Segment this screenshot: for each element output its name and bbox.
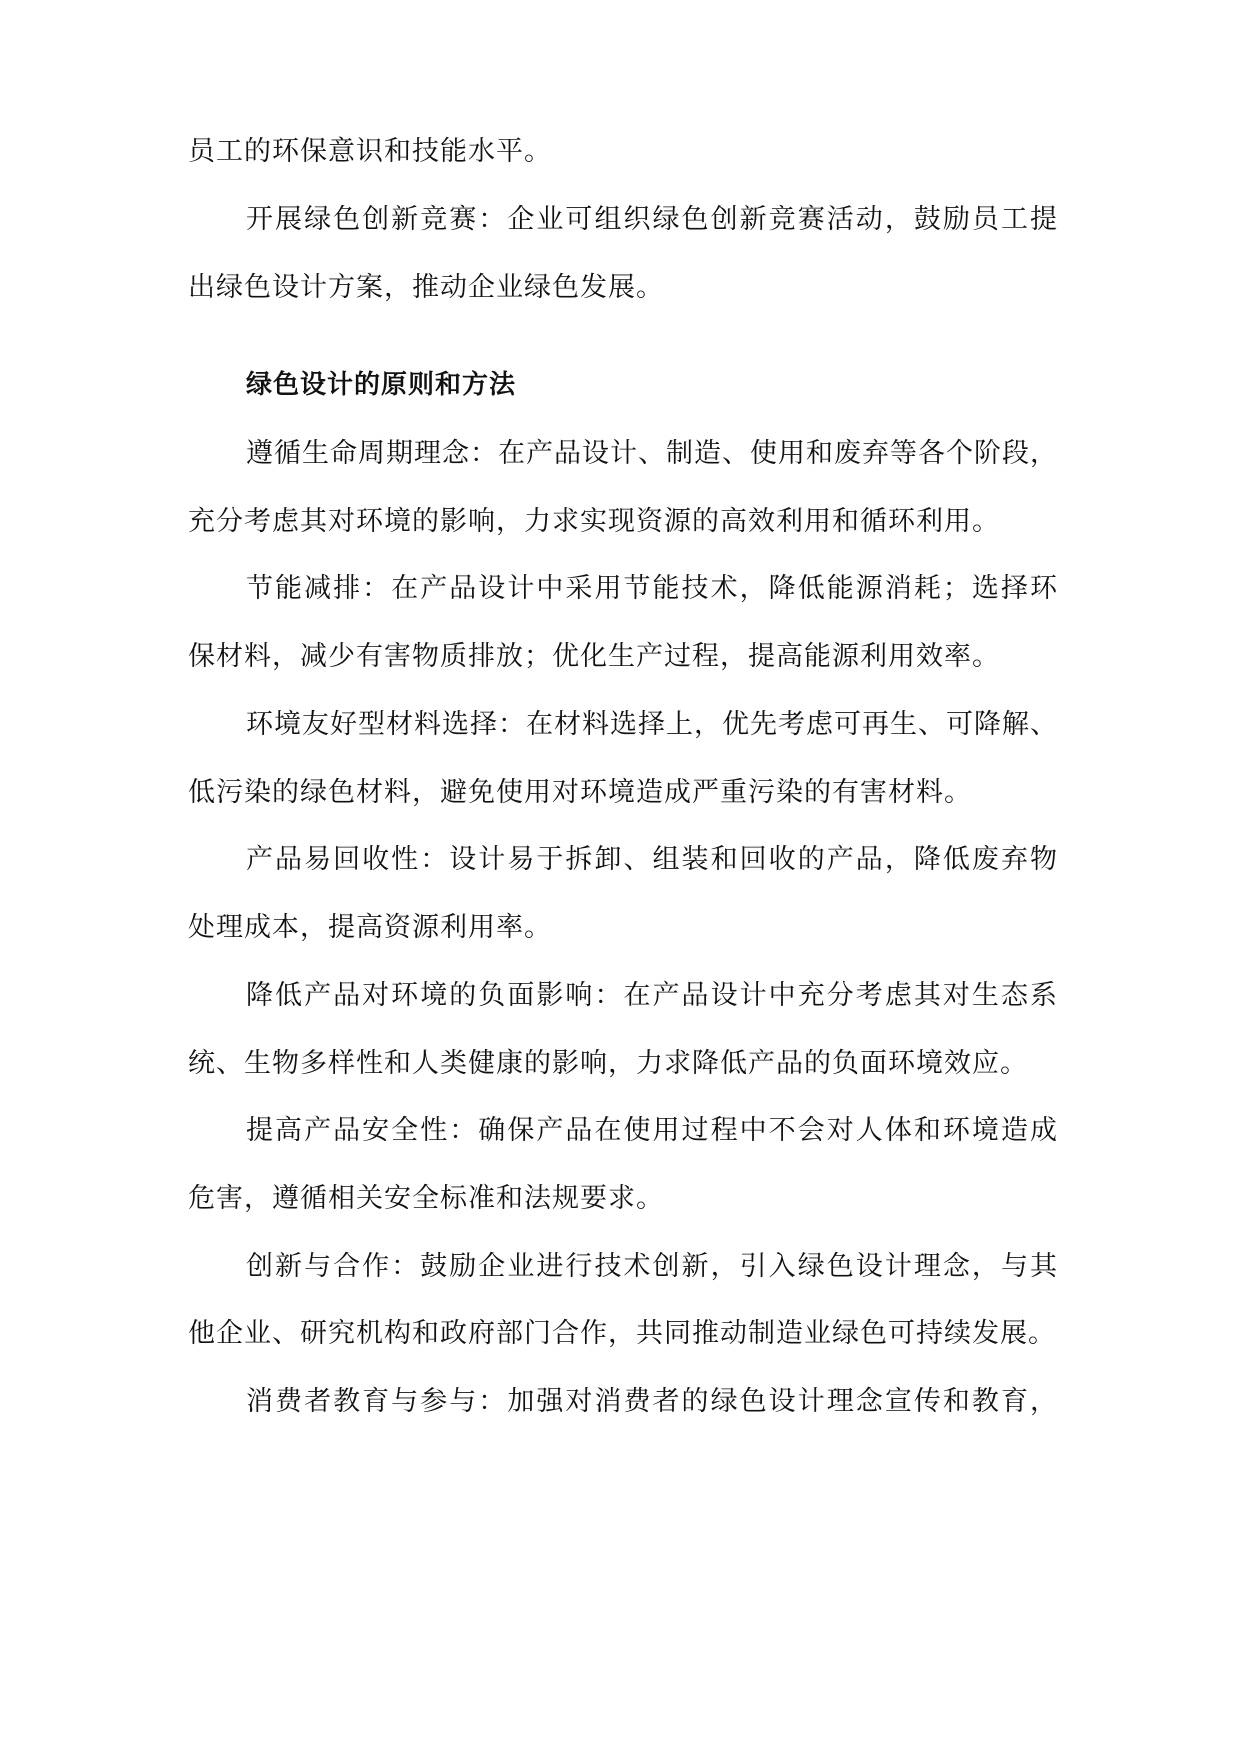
paragraph-line: 环境友好型材料选择：在材料选择上，优先考虑可再生、可降解、 bbox=[246, 709, 1058, 740]
paragraph-line: 低污染的绿色材料，避免使用对环境造成严重污染的有害材料。 bbox=[188, 777, 972, 808]
paragraph-line: 开展绿色创新竞赛：企业可组织绿色创新竞赛活动，鼓励员工提 bbox=[246, 204, 1058, 235]
paragraph-line: 消费者教育与参与：加强对消费者的绿色设计理念宣传和教育， bbox=[246, 1386, 1058, 1417]
paragraph-line: 遵循生命周期理念：在产品设计、制造、使用和废弃等各个阶段， bbox=[246, 438, 1058, 469]
paragraph-line: 提高产品安全性：确保产品在使用过程中不会对人体和环境造成 bbox=[246, 1115, 1058, 1146]
paragraph-line: 产品易回收性：设计易于拆卸、组装和回收的产品，降低废弃物 bbox=[246, 844, 1058, 875]
paragraph-line: 出绿色设计方案，推动企业绿色发展。 bbox=[188, 272, 664, 303]
paragraph-line: 节能减排：在产品设计中采用节能技术，降低能源消耗；选择环 bbox=[246, 573, 1058, 604]
paragraph-line: 降低产品对环境的负面影响：在产品设计中充分考虑其对生态系 bbox=[246, 980, 1058, 1011]
paragraph-line: 保材料，减少有害物质排放；优化生产过程，提高能源利用效率。 bbox=[188, 641, 1000, 672]
paragraph-line: 他企业、研究机构和政府部门合作，共同推动制造业绿色可持续发展。 bbox=[188, 1318, 1056, 1349]
paragraph-line: 充分考虑其对环境的影响，力求实现资源的高效利用和循环利用。 bbox=[188, 506, 1000, 537]
paragraph-line: 处理成本，提高资源利用率。 bbox=[188, 912, 552, 943]
paragraph-line: 统、生物多样性和人类健康的影响，力求降低产品的负面环境效应。 bbox=[188, 1048, 1028, 1079]
section-heading: 绿色设计的原则和方法 bbox=[246, 370, 517, 400]
paragraph-line: 创新与合作：鼓励企业进行技术创新，引入绿色设计理念，与其 bbox=[246, 1251, 1058, 1282]
paragraph-line: 危害，遵循相关安全标准和法规要求。 bbox=[188, 1183, 664, 1214]
paragraph-line: 员工的环保意识和技能水平。 bbox=[188, 136, 552, 167]
